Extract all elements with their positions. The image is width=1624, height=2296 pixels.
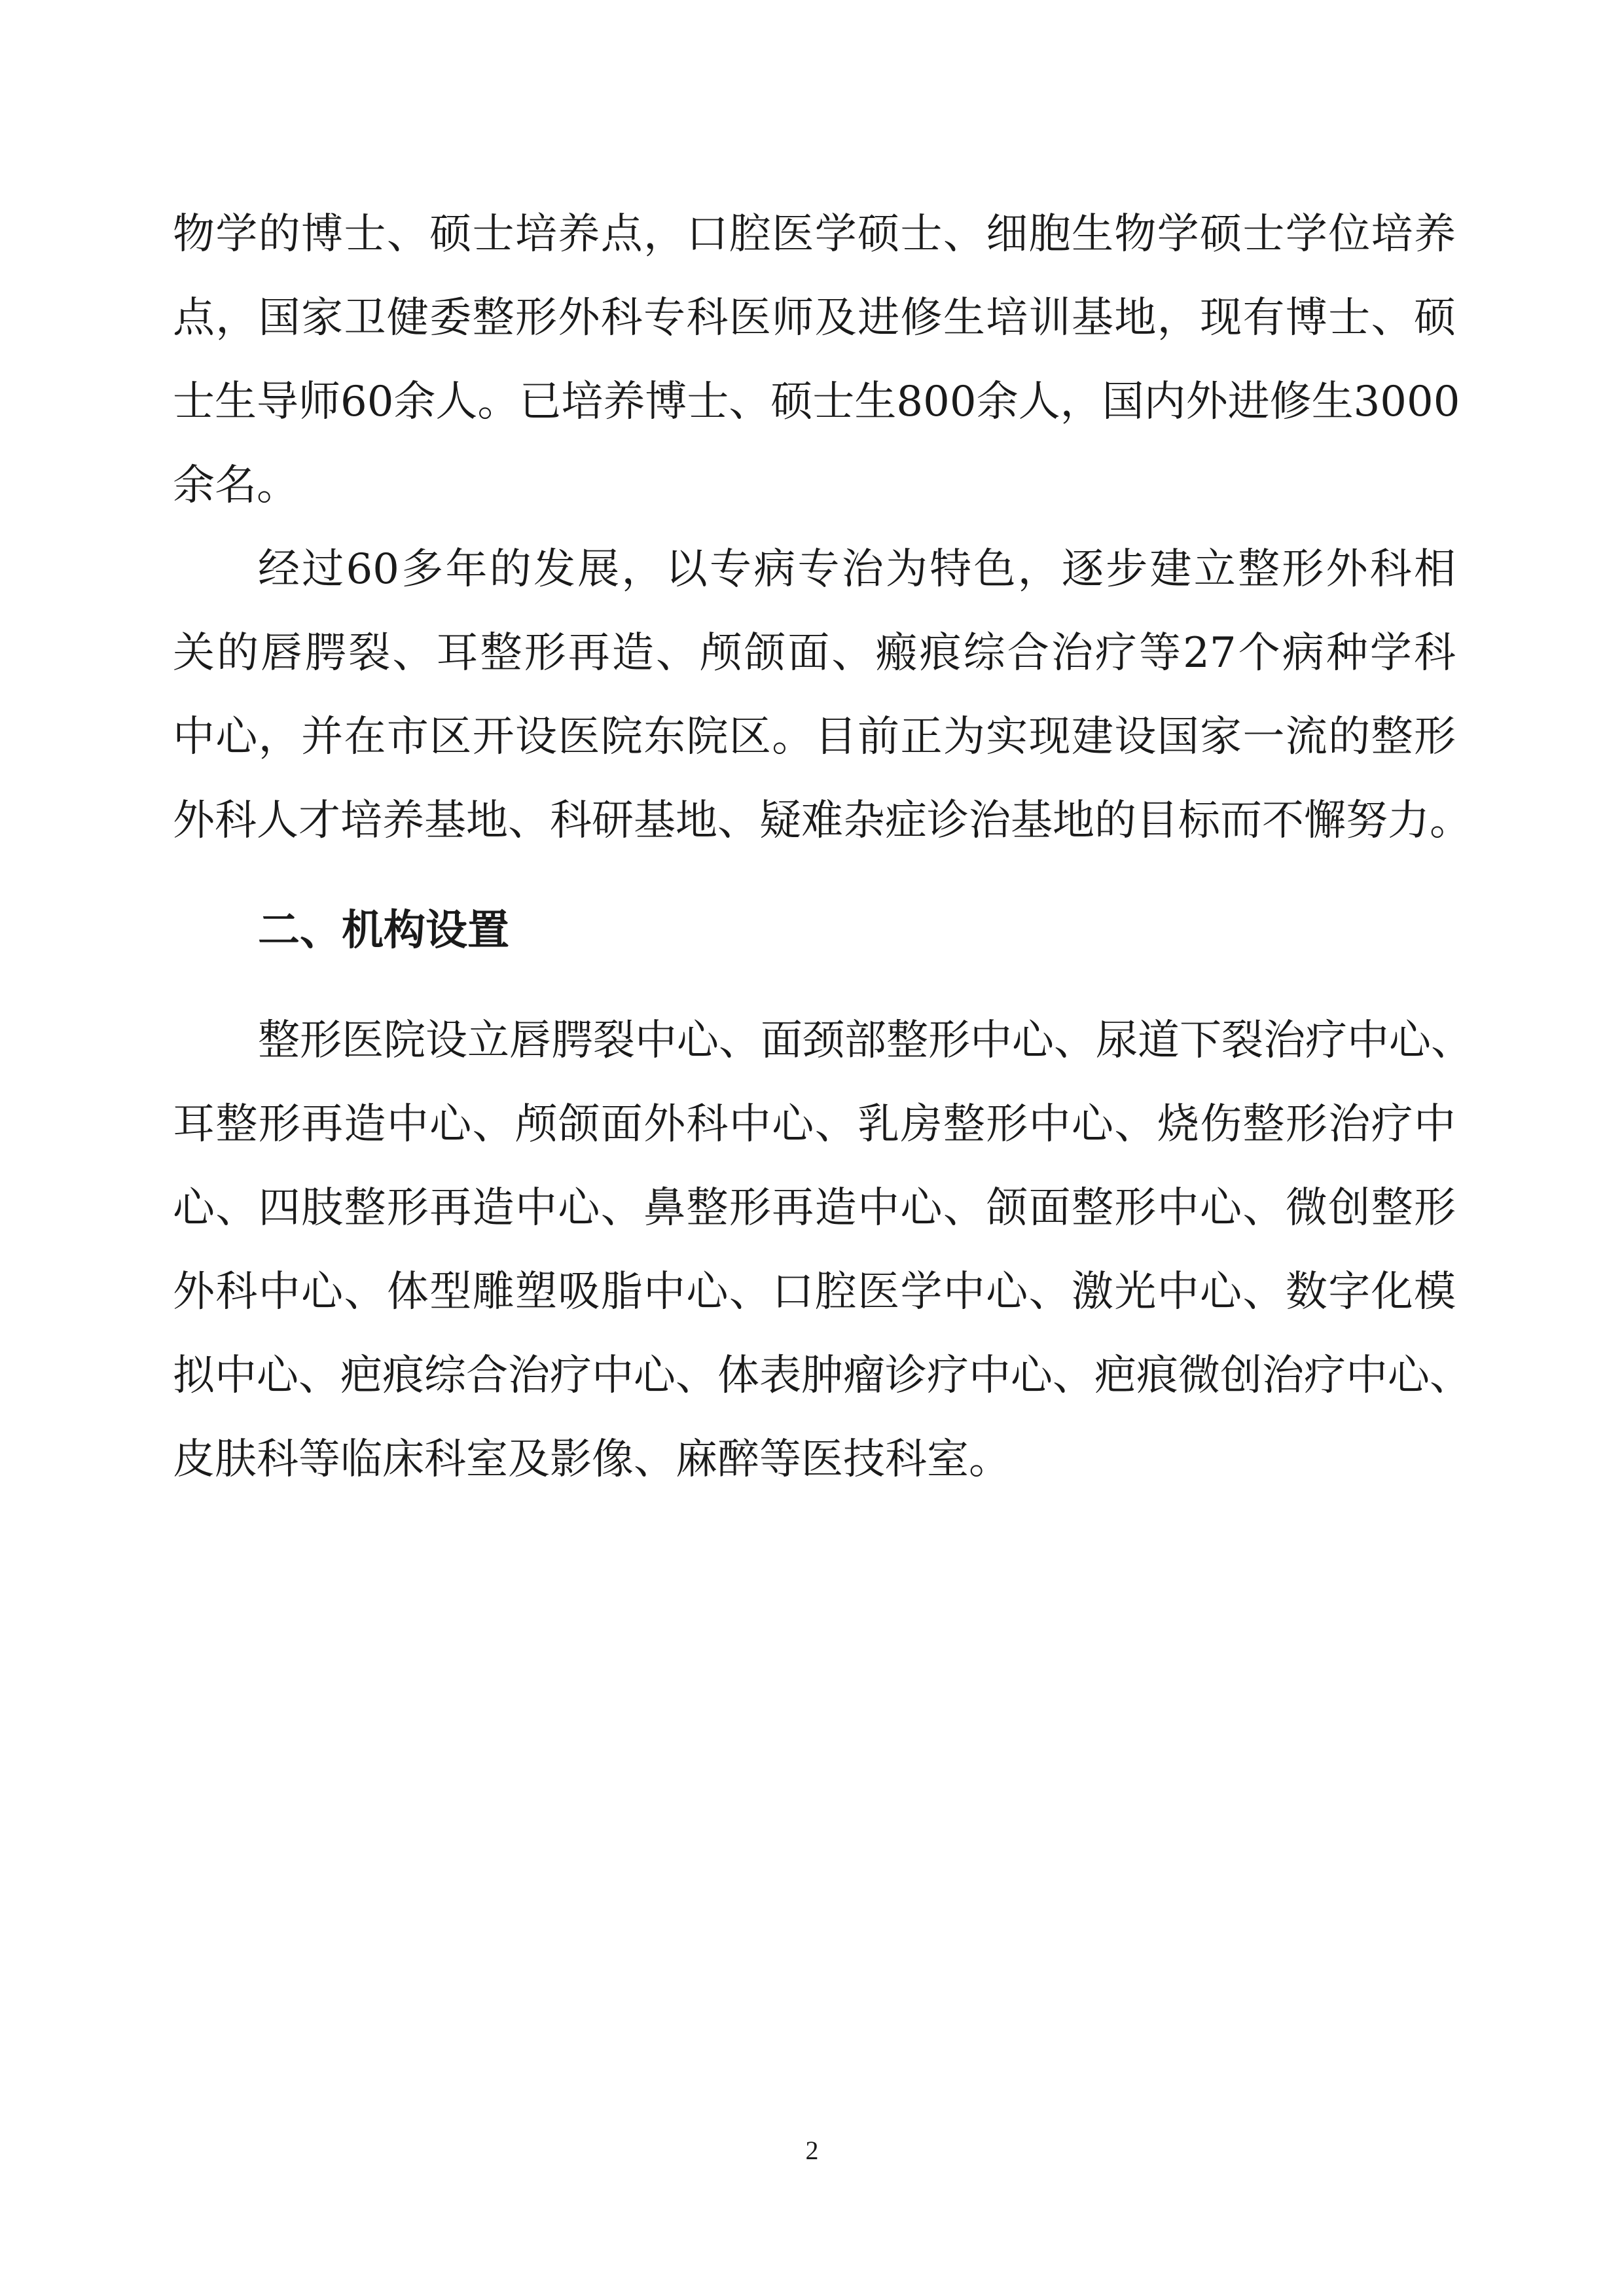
paragraph-3-line-3: 心、四肢整形再造中心、鼻整形再造中心、颌面整形中心、微创整形: [173, 1184, 1456, 1232]
paragraph-3-line-5: 拟中心、疤痕综合治疗中心、体表肿瘤诊疗中心、疤痕微创治疗中心、: [173, 1352, 1471, 1400]
paragraph-3-line-1: 整形医院设立唇腭裂中心、面颈部整形中心、尿道下裂治疗中心、: [258, 1016, 1473, 1065]
paragraph-2-line-1: 经过60多年的发展，以专病专治为特色，逐步建立整形外科相: [258, 545, 1456, 594]
paragraph-2-line-4: 外科人才培养基地、科研基地、疑难杂症诊治基地的目标而不懈努力。: [173, 797, 1471, 845]
section-heading: 二、机构设置: [258, 906, 509, 955]
paragraph-2-line-2: 关的唇腭裂、耳整形再造、颅颌面、瘢痕综合治疗等27个病种学科: [173, 629, 1456, 677]
paragraph-3-line-2: 耳整形再造中心、颅颌面外科中心、乳房整形中心、烧伤整形治疗中: [173, 1100, 1456, 1149]
page-number: 2: [805, 2136, 819, 2165]
paragraph-1-line-3: 士生导师60余人。已培养博士、硕士生800余人，国内外进修生3000: [173, 378, 1460, 426]
paragraph-1-line-4: 余名。: [173, 461, 298, 510]
paragraph-1-line-1: 物学的博士、硕士培养点，口腔医学硕士、细胞生物学硕士学位培养: [173, 210, 1456, 259]
paragraph-3-line-4: 外科中心、体型雕塑吸脂中心、口腔医学中心、激光中心、数字化模: [173, 1268, 1456, 1316]
paragraph-3-line-6: 皮肤科等临床科室及影像、麻醉等医技科室。: [173, 1435, 1011, 1484]
paragraph-2-line-3: 中心，并在市区开设医院东院区。目前正为实现建设国家一流的整形: [173, 713, 1456, 761]
paragraph-1-line-2: 点，国家卫健委整形外科专科医师及进修生培训基地，现有博士、硕: [173, 294, 1456, 342]
